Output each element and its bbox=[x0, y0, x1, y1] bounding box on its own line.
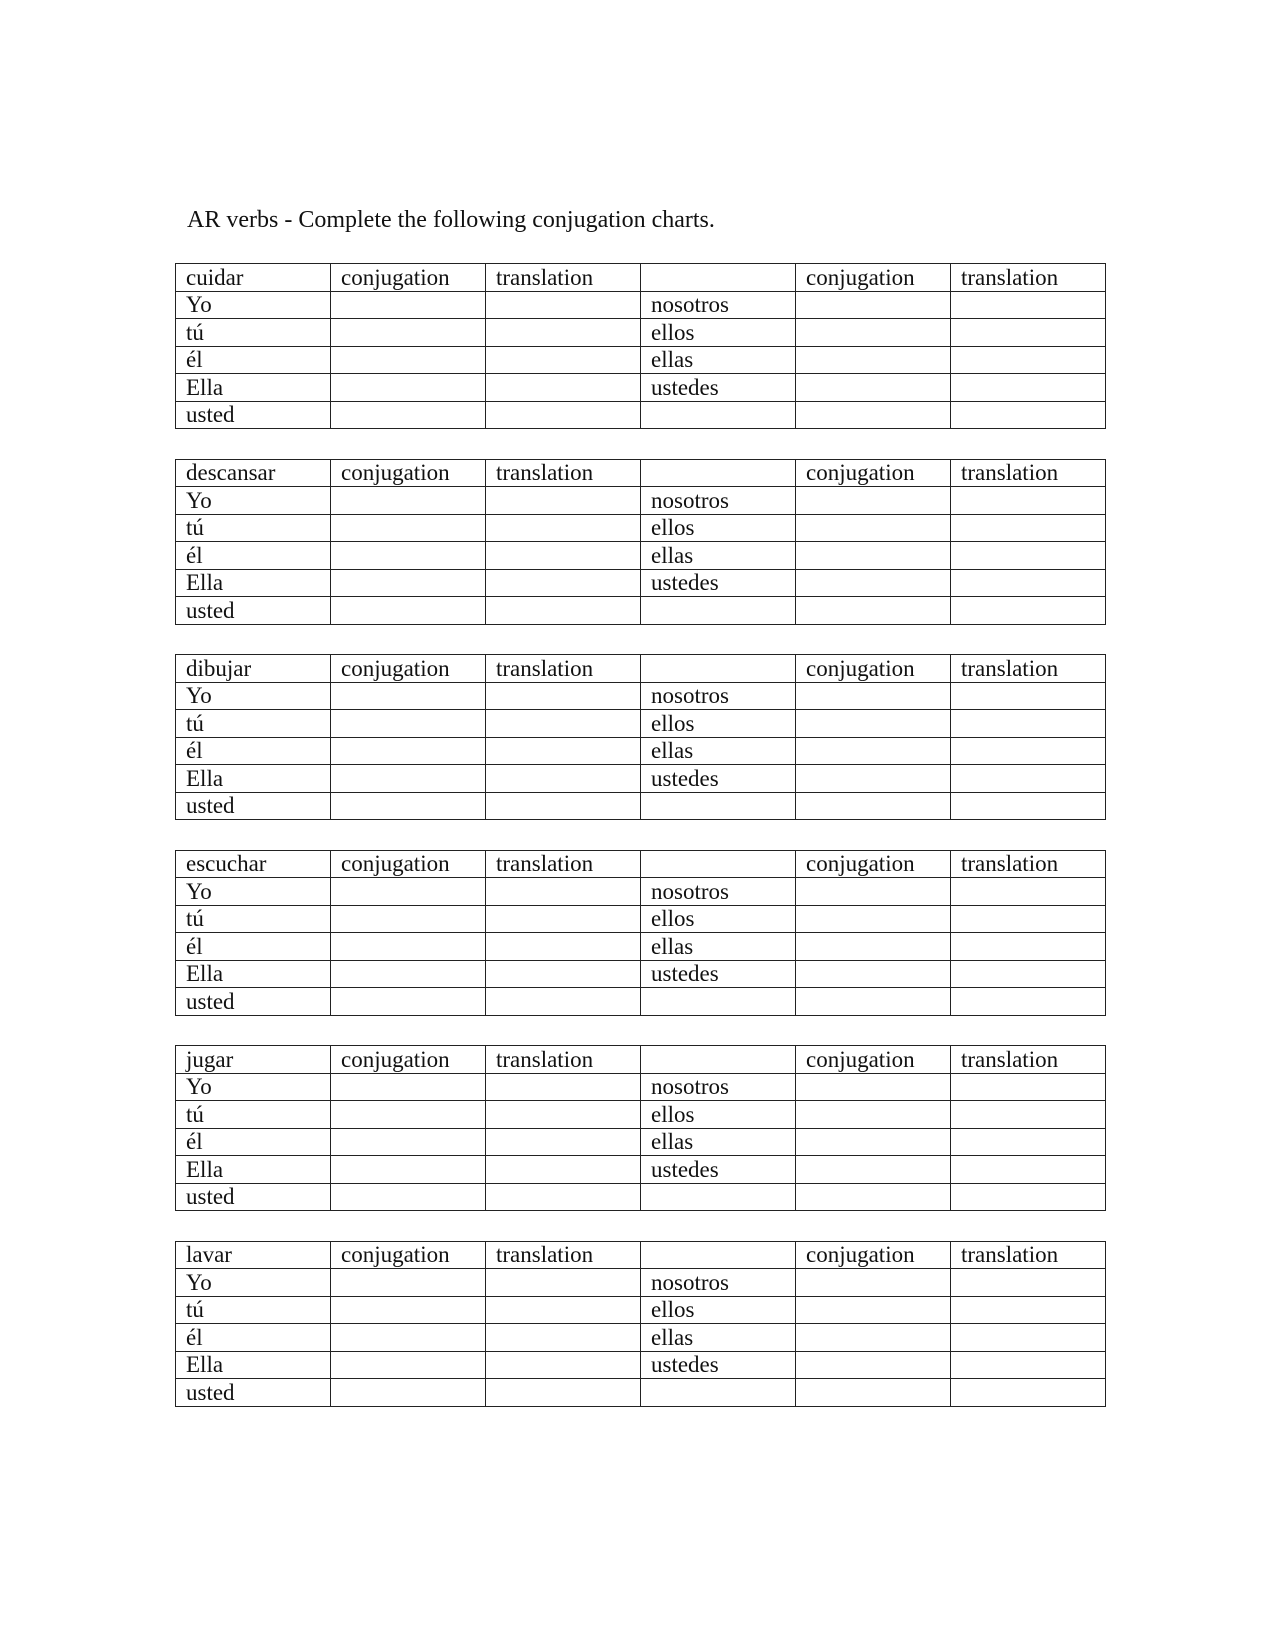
translation-blank[interactable] bbox=[951, 988, 1106, 1016]
singular-pronoun: usted bbox=[176, 1379, 331, 1407]
blank-header-cell bbox=[641, 1241, 796, 1269]
conjugation-blank[interactable] bbox=[796, 1156, 951, 1184]
conjugation-blank[interactable] bbox=[331, 1296, 486, 1324]
singular-pronoun: él bbox=[176, 933, 331, 961]
conjugation-blank[interactable] bbox=[796, 905, 951, 933]
singular-pronoun: Ella bbox=[176, 1351, 331, 1379]
conjugation-header: conjugation bbox=[331, 1241, 486, 1269]
plural-pronoun bbox=[641, 1379, 796, 1407]
singular-pronoun: Ella bbox=[176, 960, 331, 988]
translation-blank[interactable] bbox=[951, 737, 1106, 765]
translation-blank[interactable] bbox=[486, 1073, 641, 1101]
chart-row bbox=[176, 682, 1106, 710]
chart-row bbox=[176, 1183, 1106, 1211]
chart-header-row bbox=[176, 1241, 1106, 1269]
singular-pronoun: él bbox=[176, 542, 331, 570]
conjugation-header: conjugation bbox=[796, 1241, 951, 1269]
chart-row bbox=[176, 905, 1106, 933]
conjugation-blank[interactable] bbox=[331, 682, 486, 710]
singular-pronoun: tú bbox=[176, 319, 331, 347]
conjugation-blank[interactable] bbox=[796, 597, 951, 625]
plural-pronoun bbox=[641, 597, 796, 625]
conjugation-blank[interactable] bbox=[796, 737, 951, 765]
conjugation-blank[interactable] bbox=[331, 1073, 486, 1101]
plural-pronoun bbox=[641, 988, 796, 1016]
conjugation-blank[interactable] bbox=[796, 346, 951, 374]
chart-row bbox=[176, 933, 1106, 961]
translation-blank[interactable] bbox=[486, 1379, 641, 1407]
translation-blank[interactable] bbox=[486, 569, 641, 597]
conjugation-header: conjugation bbox=[796, 459, 951, 487]
translation-blank[interactable] bbox=[486, 401, 641, 429]
conjugation-blank[interactable] bbox=[796, 319, 951, 347]
conjugation-header: conjugation bbox=[796, 264, 951, 292]
translation-header: translation bbox=[951, 264, 1106, 292]
translation-blank[interactable] bbox=[486, 1156, 641, 1184]
chart-row bbox=[176, 1269, 1106, 1297]
chart-row bbox=[176, 1156, 1106, 1184]
chart-row bbox=[176, 1351, 1106, 1379]
conjugation-blank[interactable] bbox=[331, 1101, 486, 1129]
plural-pronoun: ellos bbox=[641, 1101, 796, 1129]
translation-header: translation bbox=[951, 655, 1106, 683]
translation-blank[interactable] bbox=[486, 346, 641, 374]
singular-pronoun: usted bbox=[176, 401, 331, 429]
translation-blank[interactable] bbox=[486, 291, 641, 319]
conjugation-chart bbox=[175, 1241, 1106, 1407]
translation-header: translation bbox=[486, 459, 641, 487]
translation-blank[interactable] bbox=[951, 1128, 1106, 1156]
plural-pronoun: nosotros bbox=[641, 682, 796, 710]
translation-blank[interactable] bbox=[951, 291, 1106, 319]
plural-pronoun bbox=[641, 792, 796, 820]
conjugation-blank[interactable] bbox=[331, 487, 486, 515]
conjugation-blank[interactable] bbox=[331, 319, 486, 347]
translation-blank[interactable] bbox=[486, 514, 641, 542]
translation-blank[interactable] bbox=[951, 569, 1106, 597]
conjugation-charts bbox=[175, 263, 1105, 1436]
chart-row bbox=[176, 765, 1106, 793]
translation-blank[interactable] bbox=[951, 1101, 1106, 1129]
plural-pronoun: ustedes bbox=[641, 960, 796, 988]
singular-pronoun: Ella bbox=[176, 374, 331, 402]
translation-blank[interactable] bbox=[951, 682, 1106, 710]
translation-blank[interactable] bbox=[951, 514, 1106, 542]
conjugation-blank[interactable] bbox=[796, 1183, 951, 1211]
conjugation-blank[interactable] bbox=[331, 933, 486, 961]
translation-blank[interactable] bbox=[486, 933, 641, 961]
translation-blank[interactable] bbox=[486, 905, 641, 933]
chart-row bbox=[176, 401, 1106, 429]
conjugation-blank[interactable] bbox=[331, 988, 486, 1016]
conjugation-header: conjugation bbox=[796, 655, 951, 683]
conjugation-chart bbox=[175, 1045, 1106, 1211]
verb-infinitive: dibujar bbox=[176, 655, 331, 683]
conjugation-blank[interactable] bbox=[796, 765, 951, 793]
singular-pronoun: Yo bbox=[176, 1073, 331, 1101]
singular-pronoun: él bbox=[176, 1128, 331, 1156]
translation-header: translation bbox=[486, 1046, 641, 1074]
translation-header: translation bbox=[951, 1046, 1106, 1074]
conjugation-blank[interactable] bbox=[796, 401, 951, 429]
chart-row bbox=[176, 1379, 1106, 1407]
conjugation-blank[interactable] bbox=[796, 1128, 951, 1156]
conjugation-blank[interactable] bbox=[331, 346, 486, 374]
plural-pronoun: ustedes bbox=[641, 374, 796, 402]
worksheet-title: AR verbs - Complete the following conjugation charts. bbox=[187, 207, 715, 233]
conjugation-header: conjugation bbox=[796, 1046, 951, 1074]
translation-blank[interactable] bbox=[951, 1156, 1106, 1184]
conjugation-blank[interactable] bbox=[331, 569, 486, 597]
conjugation-blank[interactable] bbox=[331, 1351, 486, 1379]
translation-header: translation bbox=[486, 1241, 641, 1269]
conjugation-blank[interactable] bbox=[331, 514, 486, 542]
conjugation-blank[interactable] bbox=[796, 569, 951, 597]
chart-row bbox=[176, 1073, 1106, 1101]
conjugation-blank[interactable] bbox=[331, 737, 486, 765]
translation-blank[interactable] bbox=[486, 988, 641, 1016]
chart-row bbox=[176, 374, 1106, 402]
plural-pronoun: ellas bbox=[641, 933, 796, 961]
singular-pronoun: Ella bbox=[176, 1156, 331, 1184]
conjugation-blank[interactable] bbox=[331, 1156, 486, 1184]
translation-blank[interactable] bbox=[486, 1296, 641, 1324]
translation-blank[interactable] bbox=[486, 487, 641, 515]
translation-blank[interactable] bbox=[951, 1351, 1106, 1379]
translation-header: translation bbox=[951, 1241, 1106, 1269]
chart-row bbox=[176, 737, 1106, 765]
conjugation-blank[interactable] bbox=[331, 792, 486, 820]
translation-blank[interactable] bbox=[951, 374, 1106, 402]
singular-pronoun: él bbox=[176, 1324, 331, 1352]
plural-pronoun: ellos bbox=[641, 514, 796, 542]
conjugation-blank[interactable] bbox=[331, 374, 486, 402]
singular-pronoun: Yo bbox=[176, 1269, 331, 1297]
blank-header-cell bbox=[641, 850, 796, 878]
chart-header-row bbox=[176, 459, 1106, 487]
conjugation-blank[interactable] bbox=[796, 291, 951, 319]
chart-row bbox=[176, 597, 1106, 625]
conjugation-header: conjugation bbox=[331, 1046, 486, 1074]
singular-pronoun: Yo bbox=[176, 291, 331, 319]
chart-row bbox=[176, 878, 1106, 906]
plural-pronoun: ustedes bbox=[641, 1351, 796, 1379]
translation-blank[interactable] bbox=[951, 1073, 1106, 1101]
conjugation-blank[interactable] bbox=[331, 401, 486, 429]
plural-pronoun bbox=[641, 1183, 796, 1211]
conjugation-blank[interactable] bbox=[331, 1379, 486, 1407]
conjugation-blank[interactable] bbox=[796, 1101, 951, 1129]
singular-pronoun: tú bbox=[176, 710, 331, 738]
conjugation-blank[interactable] bbox=[331, 1324, 486, 1352]
singular-pronoun: Yo bbox=[176, 682, 331, 710]
conjugation-blank[interactable] bbox=[796, 1379, 951, 1407]
conjugation-blank[interactable] bbox=[796, 1073, 951, 1101]
conjugation-blank[interactable] bbox=[796, 374, 951, 402]
conjugation-blank[interactable] bbox=[331, 765, 486, 793]
chart-row bbox=[176, 710, 1106, 738]
translation-blank[interactable] bbox=[951, 1269, 1106, 1297]
plural-pronoun: ellas bbox=[641, 1324, 796, 1352]
chart-header-row bbox=[176, 850, 1106, 878]
conjugation-blank[interactable] bbox=[331, 1183, 486, 1211]
plural-pronoun: ustedes bbox=[641, 765, 796, 793]
chart-row bbox=[176, 319, 1106, 347]
conjugation-blank[interactable] bbox=[331, 1128, 486, 1156]
translation-blank[interactable] bbox=[486, 737, 641, 765]
singular-pronoun: usted bbox=[176, 988, 331, 1016]
translation-blank[interactable] bbox=[951, 1379, 1106, 1407]
conjugation-blank[interactable] bbox=[331, 542, 486, 570]
plural-pronoun: ustedes bbox=[641, 1156, 796, 1184]
plural-pronoun: ellas bbox=[641, 737, 796, 765]
translation-blank[interactable] bbox=[951, 878, 1106, 906]
chart-header-row bbox=[176, 655, 1106, 683]
translation-blank[interactable] bbox=[486, 710, 641, 738]
singular-pronoun: él bbox=[176, 346, 331, 374]
conjugation-blank[interactable] bbox=[331, 905, 486, 933]
translation-blank[interactable] bbox=[486, 597, 641, 625]
chart-row bbox=[176, 487, 1106, 515]
translation-blank[interactable] bbox=[951, 401, 1106, 429]
conjugation-chart bbox=[175, 850, 1106, 1016]
plural-pronoun: nosotros bbox=[641, 487, 796, 515]
conjugation-blank[interactable] bbox=[796, 542, 951, 570]
translation-blank[interactable] bbox=[486, 1101, 641, 1129]
blank-header-cell bbox=[641, 459, 796, 487]
translation-blank[interactable] bbox=[486, 1324, 641, 1352]
translation-blank[interactable] bbox=[951, 710, 1106, 738]
translation-blank[interactable] bbox=[486, 960, 641, 988]
translation-blank[interactable] bbox=[951, 597, 1106, 625]
blank-header-cell bbox=[641, 264, 796, 292]
translation-blank[interactable] bbox=[486, 682, 641, 710]
chart-header-row bbox=[176, 1046, 1106, 1074]
verb-infinitive: lavar bbox=[176, 1241, 331, 1269]
translation-blank[interactable] bbox=[951, 487, 1106, 515]
translation-header: translation bbox=[486, 264, 641, 292]
singular-pronoun: él bbox=[176, 737, 331, 765]
translation-blank[interactable] bbox=[951, 933, 1106, 961]
translation-blank[interactable] bbox=[951, 960, 1106, 988]
singular-pronoun: usted bbox=[176, 597, 331, 625]
chart-row bbox=[176, 1101, 1106, 1129]
conjugation-header: conjugation bbox=[331, 459, 486, 487]
chart-row bbox=[176, 569, 1106, 597]
singular-pronoun: usted bbox=[176, 792, 331, 820]
conjugation-blank[interactable] bbox=[796, 1296, 951, 1324]
plural-pronoun: nosotros bbox=[641, 1073, 796, 1101]
plural-pronoun: nosotros bbox=[641, 1269, 796, 1297]
translation-blank[interactable] bbox=[951, 319, 1106, 347]
plural-pronoun: ellas bbox=[641, 542, 796, 570]
plural-pronoun bbox=[641, 401, 796, 429]
singular-pronoun: Ella bbox=[176, 569, 331, 597]
conjugation-blank[interactable] bbox=[796, 710, 951, 738]
chart-row bbox=[176, 346, 1106, 374]
translation-blank[interactable] bbox=[486, 792, 641, 820]
chart-row bbox=[176, 542, 1106, 570]
plural-pronoun: ellas bbox=[641, 1128, 796, 1156]
chart-row bbox=[176, 1324, 1106, 1352]
translation-blank[interactable] bbox=[951, 542, 1106, 570]
verb-infinitive: escuchar bbox=[176, 850, 331, 878]
singular-pronoun: tú bbox=[176, 905, 331, 933]
translation-header: translation bbox=[486, 655, 641, 683]
plural-pronoun: ustedes bbox=[641, 569, 796, 597]
conjugation-blank[interactable] bbox=[796, 487, 951, 515]
translation-blank[interactable] bbox=[486, 319, 641, 347]
conjugation-blank[interactable] bbox=[796, 988, 951, 1016]
chart-row bbox=[176, 988, 1106, 1016]
plural-pronoun: ellos bbox=[641, 1296, 796, 1324]
singular-pronoun: usted bbox=[176, 1183, 331, 1211]
singular-pronoun: Yo bbox=[176, 487, 331, 515]
conjugation-blank[interactable] bbox=[331, 878, 486, 906]
conjugation-blank[interactable] bbox=[796, 1324, 951, 1352]
translation-blank[interactable] bbox=[486, 878, 641, 906]
chart-row bbox=[176, 960, 1106, 988]
conjugation-blank[interactable] bbox=[331, 291, 486, 319]
chart-row bbox=[176, 1296, 1106, 1324]
conjugation-blank[interactable] bbox=[331, 597, 486, 625]
conjugation-blank[interactable] bbox=[796, 792, 951, 820]
verb-infinitive: jugar bbox=[176, 1046, 331, 1074]
translation-blank[interactable] bbox=[951, 765, 1106, 793]
conjugation-blank[interactable] bbox=[796, 1351, 951, 1379]
translation-header: translation bbox=[951, 459, 1106, 487]
translation-blank[interactable] bbox=[486, 765, 641, 793]
plural-pronoun: nosotros bbox=[641, 291, 796, 319]
singular-pronoun: Ella bbox=[176, 765, 331, 793]
conjugation-chart bbox=[175, 654, 1106, 820]
conjugation-chart bbox=[175, 263, 1106, 429]
translation-blank[interactable] bbox=[951, 346, 1106, 374]
conjugation-blank[interactable] bbox=[796, 933, 951, 961]
conjugation-header: conjugation bbox=[331, 264, 486, 292]
chart-row bbox=[176, 1128, 1106, 1156]
chart-row bbox=[176, 792, 1106, 820]
translation-blank[interactable] bbox=[951, 1324, 1106, 1352]
singular-pronoun: tú bbox=[176, 514, 331, 542]
singular-pronoun: tú bbox=[176, 1101, 331, 1129]
conjugation-blank[interactable] bbox=[331, 710, 486, 738]
translation-header: translation bbox=[486, 850, 641, 878]
plural-pronoun: ellos bbox=[641, 905, 796, 933]
blank-header-cell bbox=[641, 1046, 796, 1074]
conjugation-blank[interactable] bbox=[796, 682, 951, 710]
chart-row bbox=[176, 514, 1106, 542]
translation-blank[interactable] bbox=[486, 1351, 641, 1379]
conjugation-header: conjugation bbox=[796, 850, 951, 878]
plural-pronoun: nosotros bbox=[641, 878, 796, 906]
blank-header-cell bbox=[641, 655, 796, 683]
translation-blank[interactable] bbox=[486, 542, 641, 570]
conjugation-blank[interactable] bbox=[331, 1269, 486, 1297]
translation-blank[interactable] bbox=[486, 1183, 641, 1211]
translation-blank[interactable] bbox=[951, 1183, 1106, 1211]
chart-header-row bbox=[176, 264, 1106, 292]
conjugation-blank[interactable] bbox=[796, 960, 951, 988]
singular-pronoun: Yo bbox=[176, 878, 331, 906]
conjugation-chart bbox=[175, 459, 1106, 625]
verb-infinitive: cuidar bbox=[176, 264, 331, 292]
conjugation-blank[interactable] bbox=[796, 1269, 951, 1297]
conjugation-blank[interactable] bbox=[331, 960, 486, 988]
translation-blank[interactable] bbox=[951, 1296, 1106, 1324]
translation-blank[interactable] bbox=[486, 1269, 641, 1297]
plural-pronoun: ellos bbox=[641, 319, 796, 347]
translation-blank[interactable] bbox=[486, 374, 641, 402]
conjugation-header: conjugation bbox=[331, 655, 486, 683]
singular-pronoun: tú bbox=[176, 1296, 331, 1324]
translation-blank[interactable] bbox=[951, 905, 1106, 933]
conjugation-blank[interactable] bbox=[796, 514, 951, 542]
plural-pronoun: ellos bbox=[641, 710, 796, 738]
translation-blank[interactable] bbox=[951, 792, 1106, 820]
conjugation-header: conjugation bbox=[331, 850, 486, 878]
translation-blank[interactable] bbox=[486, 1128, 641, 1156]
chart-row bbox=[176, 291, 1106, 319]
translation-header: translation bbox=[951, 850, 1106, 878]
verb-infinitive: descansar bbox=[176, 459, 331, 487]
conjugation-blank[interactable] bbox=[796, 878, 951, 906]
plural-pronoun: ellas bbox=[641, 346, 796, 374]
